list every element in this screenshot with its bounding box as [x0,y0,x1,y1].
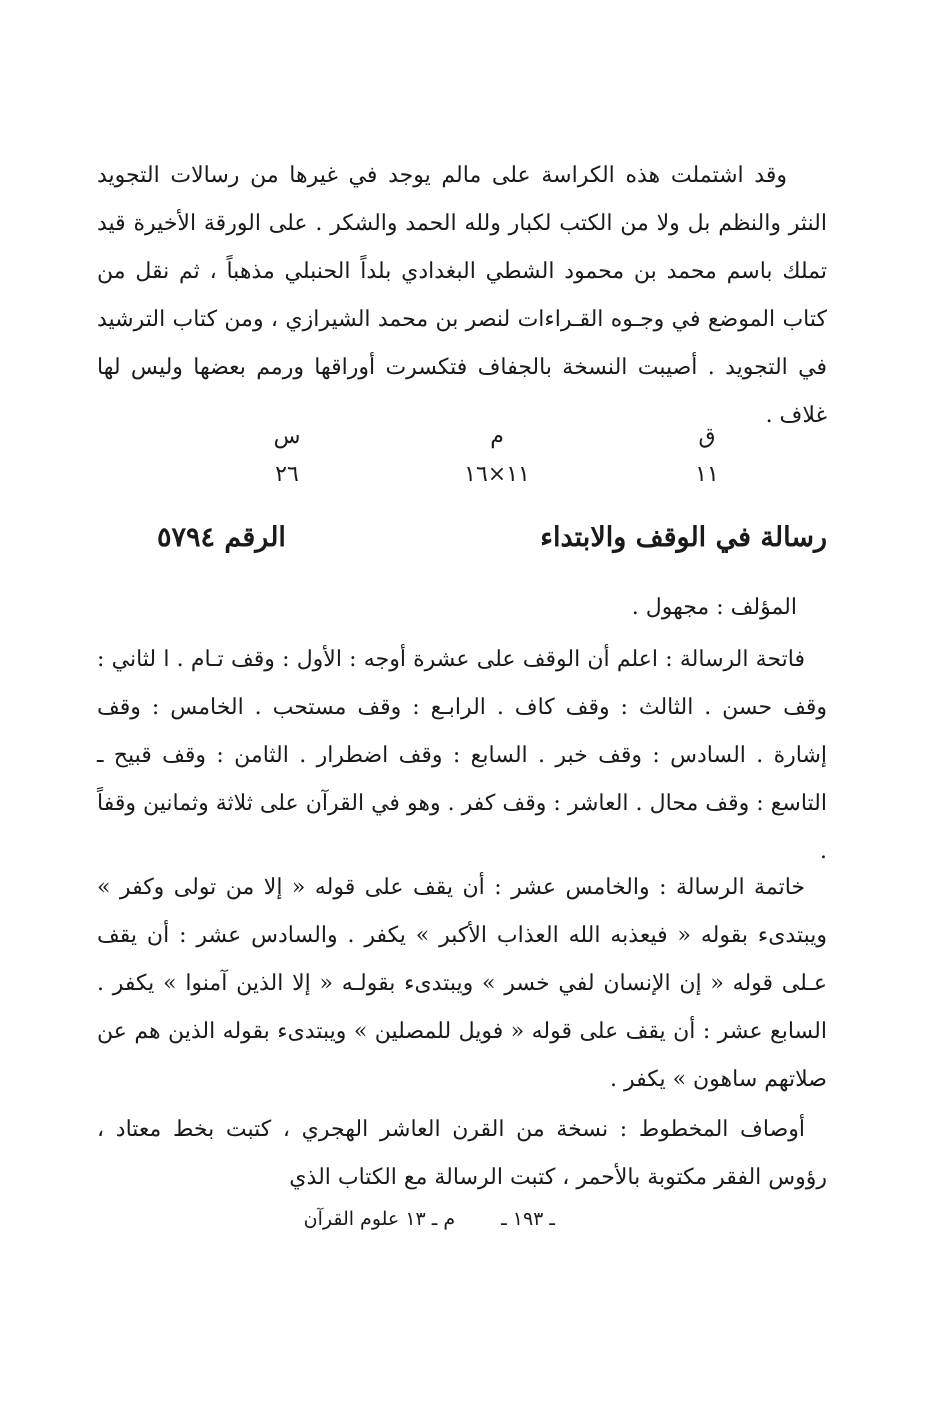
section-number: الرقم ٥٧٩٤ [157,522,286,553]
author-text: المؤلف : مجهول . [631,595,797,620]
code-label-m: م [490,424,504,449]
section-heading [97,522,827,553]
code-label-s: س [273,424,301,449]
page-footer [304,1208,555,1230]
section-title: رسالة في الوقف والابتداء [540,522,827,553]
code-value-m: ١١×١٦ [464,462,530,487]
footer-signature: م ـ ١٣ علوم القرآن [303,1208,456,1230]
author-line [97,584,797,632]
code-label-q: ق [698,424,716,449]
description-paragraph [97,1106,827,1202]
opening-paragraph [97,636,827,876]
intro-paragraph [97,152,827,440]
codes-label-row [217,418,777,456]
description-text: أوصاف المخطوط : نسخة من القرن العاشر الهجري ، كتبت بخط معتاد ، رؤوس الفقر مكتوبة بالأحمر ، كتبت الرسالة مع الكتاب الذي [97,1117,827,1190]
manuscript-codes [217,418,777,494]
closing-paragraph [97,864,827,1104]
page-number: ـ ١٩٣ ـ [501,1208,555,1230]
code-value-q: ١١ [695,462,719,487]
opening-text: فاتحة الرسالة : اعلم أن الوقف على عشرة أوجه : الأول : وقف تـام . ا لثاني : وقف حسن . الثالث : وقف كاف . الرابـع : وقف مستحب . الخامس : وقف إشارة . السادس : وقف خبر . السابع : وقف اضطرار . الثامن : وقف قبيح ـ التاسع : وقف محال . العاشر : وقف كفر . وهو في القرآن على ثلاثة وثمانين وقفاً . [97,647,827,864]
intro-text: وقد اشتملت هذه الكراسة على مالم يوجد في غيرها من رسالات التجويد النثر والنظم بل ولا من الكتب لكبار ولله الحمد والشكر . على الورقة الأخيرة قيد تملك باسم محمد بن محمود الشطي البغدادي بلداً الحنبلي مذهباً ، ثم نقل من كتاب الموضع في وجـوه القـراءات لنصر بن محمد الشيرازي ، ومن كتاب الترشيد في التجويد . أصيبت النسخة بالجفاف فتكسرت أوراقها ورمم بعضها وليس لها غلاف . [97,163,827,428]
closing-text: خاتمة الرسالة : والخامس عشر : أن يقف على قوله « إلا من تولى وكفر » ويبتدىء بقوله « فيعذبه الله العذاب الأكبر » يكفر . والسادس عشر : أن يقف عـلى قوله « إن الإنسان لفي خسر » ويبتدىء بقولـه « إلا الذين آمنوا » يكفر . السابع عشر : أن يقف على قوله « فويل للمصلين » ويبتدىء بقوله الذين هم عن صلاتهم ساهون » يكفر . [97,875,827,1092]
codes-value-row [217,456,777,494]
code-value-s: ٢٦ [275,462,299,487]
